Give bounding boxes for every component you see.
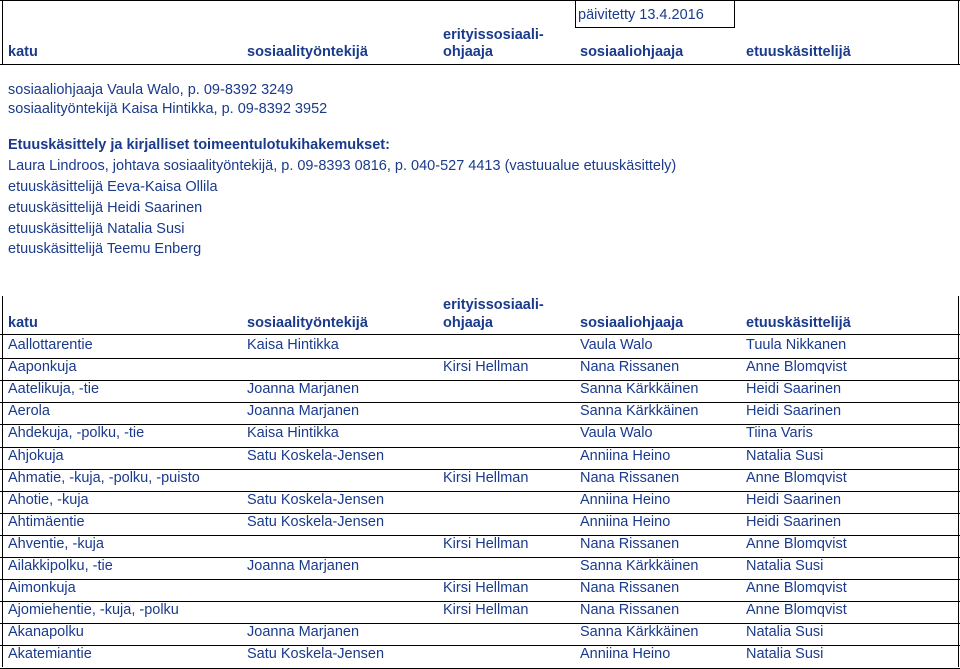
cell-social-counselor: Anniina Heino: [580, 447, 671, 464]
cell-street: Aaponkuja: [8, 359, 77, 376]
table-header-social-worker: sosiaalityöntekijä: [247, 315, 368, 331]
top-border: [0, 0, 960, 1]
cell-street: Aatelikuja, -tie: [8, 381, 100, 398]
cell-special-counselor: Kirsi Hellman: [443, 580, 529, 597]
table-header-social-counselor: sosiaaliohjaaja: [580, 315, 684, 331]
cell-benefit-handler: Natalia Susi: [746, 558, 824, 574]
cell-street: Akatemiantie: [8, 646, 92, 663]
table-header-special-counselor-1: erityissosiaali-: [443, 297, 544, 313]
cell-benefit-handler: Anne Blomqvist: [746, 602, 847, 619]
cell-social-worker: Joanna Marjanen: [247, 403, 360, 420]
header-social-counselor: sosiaaliohjaaja: [580, 44, 684, 60]
header-street: katu: [8, 44, 38, 60]
cell-social-worker: Satu Koskela-Jensen: [247, 447, 385, 464]
cell-benefit-handler: Natalia Susi: [746, 624, 824, 641]
cell-benefit-handler: Tuula Nikkanen: [746, 337, 847, 353]
updated-border-right: [734, 0, 735, 28]
contact-line: sosiaalityöntekijä Kaisa Hintikka, p. 09-8392 3952: [8, 101, 328, 117]
cell-social-counselor: Anniina Heino: [580, 513, 671, 530]
cell-social-counselor: Nana Rissanen: [580, 535, 680, 552]
right-border-top: [958, 0, 959, 65]
updated-date: päivitetty 13.4.2016: [578, 7, 704, 23]
cell-social-counselor: Vaula Walo: [580, 337, 653, 353]
table-left-border: [2, 296, 3, 667]
cell-social-counselor: Nana Rissanen: [580, 580, 680, 597]
cell-street: Ahjokuja: [8, 447, 64, 464]
updated-border-left: [575, 0, 576, 28]
benefits-line: Laura Lindroos, johtava sosiaalityöntekijä, p. 09-8393 0816, p. 040-527 4413 (vastuualue etuuskäsittely): [8, 158, 677, 174]
cell-street: Aallottarentie: [8, 337, 93, 353]
benefits-line: etuuskäsittelijä Heidi Saarinen: [8, 200, 203, 216]
cell-social-counselor: Nana Rissanen: [580, 469, 680, 486]
cell-street: Ailakkipolku, -tie: [8, 558, 113, 574]
table-right-border: [958, 296, 959, 667]
cell-benefit-handler: Anne Blomqvist: [746, 580, 847, 597]
cell-street: Ahdekuja, -polku, -tie: [8, 425, 145, 442]
header-special-counselor-1: erityissosiaali-: [443, 27, 544, 43]
cell-social-counselor: Nana Rissanen: [580, 602, 680, 619]
cell-street: Ahotie, -kuja: [8, 491, 89, 508]
benefits-line: etuuskäsittelijä Teemu Enberg: [8, 241, 202, 257]
header-social-worker: sosiaalityöntekijä: [247, 44, 368, 60]
cell-street: Aerola: [8, 403, 50, 420]
cell-street: Aimonkuja: [8, 580, 76, 597]
cell-benefit-handler: Heidi Saarinen: [746, 381, 842, 398]
cell-benefit-handler: Natalia Susi: [746, 646, 824, 663]
cell-social-counselor: Sanna Kärkkäinen: [580, 624, 699, 641]
cell-social-counselor: Nana Rissanen: [580, 359, 680, 376]
cell-special-counselor: Kirsi Hellman: [443, 535, 529, 552]
cell-benefit-handler: Anne Blomqvist: [746, 469, 847, 486]
cell-benefit-handler: Heidi Saarinen: [746, 513, 842, 530]
cell-benefit-handler: Natalia Susi: [746, 447, 824, 464]
table-header-street: katu: [8, 315, 38, 331]
cell-social-counselor: Sanna Kärkkäinen: [580, 403, 699, 420]
cell-street: Akanapolku: [8, 624, 84, 641]
cell-special-counselor: Kirsi Hellman: [443, 359, 529, 376]
cell-benefit-handler: Anne Blomqvist: [746, 535, 847, 552]
benefits-title: Etuuskäsittely ja kirjalliset toimeentulotukihakemukset:: [8, 137, 390, 153]
cell-benefit-handler: Tiina Varis: [746, 425, 813, 442]
cell-social-counselor: Sanna Kärkkäinen: [580, 381, 699, 398]
cell-special-counselor: Kirsi Hellman: [443, 469, 529, 486]
header-special-counselor-2: ohjaaja: [443, 44, 493, 60]
cell-benefit-handler: Heidi Saarinen: [746, 491, 842, 508]
cell-social-counselor: Anniina Heino: [580, 491, 671, 508]
cell-street: Ahmatie, -kuja, -polku, -puisto: [8, 469, 200, 486]
cell-social-counselor: Vaula Walo: [580, 425, 653, 442]
cell-street: Ahventie, -kuja: [8, 535, 104, 552]
header-benefit-handler: etuuskäsittelijä: [746, 44, 851, 60]
cell-social-worker: Kaisa Hintikka: [247, 425, 339, 442]
left-border-top: [2, 0, 3, 65]
cell-social-counselor: Sanna Kärkkäinen: [580, 558, 699, 574]
top-header-divider: [0, 64, 960, 65]
cell-social-worker: Joanna Marjanen: [247, 624, 360, 641]
cell-social-worker: Satu Koskela-Jensen: [247, 646, 385, 663]
cell-benefit-handler: Anne Blomqvist: [746, 359, 847, 376]
cell-social-worker: Joanna Marjanen: [247, 381, 360, 398]
cell-street: Ajomiehentie, -kuja, -polku: [8, 602, 179, 619]
benefits-line: etuuskäsittelijä Eeva-Kaisa Ollila: [8, 179, 218, 195]
cell-benefit-handler: Heidi Saarinen: [746, 403, 842, 420]
table-header-special-counselor-2: ohjaaja: [443, 315, 493, 331]
cell-social-worker: Satu Koskela-Jensen: [247, 513, 385, 530]
cell-social-worker: Joanna Marjanen: [247, 558, 360, 574]
table-header-benefit-handler: etuuskäsittelijä: [746, 315, 851, 331]
cell-special-counselor: Kirsi Hellman: [443, 602, 529, 619]
updated-border-bottom: [575, 27, 735, 28]
cell-social-worker: Kaisa Hintikka: [247, 337, 339, 353]
cell-social-worker: Satu Koskela-Jensen: [247, 491, 385, 508]
contact-line: sosiaaliohjaaja Vaula Walo, p. 09-8392 3249: [8, 82, 294, 98]
cell-social-counselor: Anniina Heino: [580, 646, 671, 663]
table-header-divider: [0, 334, 960, 335]
cell-street: Ahtimäentie: [8, 513, 85, 530]
benefits-line: etuuskäsittelijä Natalia Susi: [8, 221, 185, 237]
